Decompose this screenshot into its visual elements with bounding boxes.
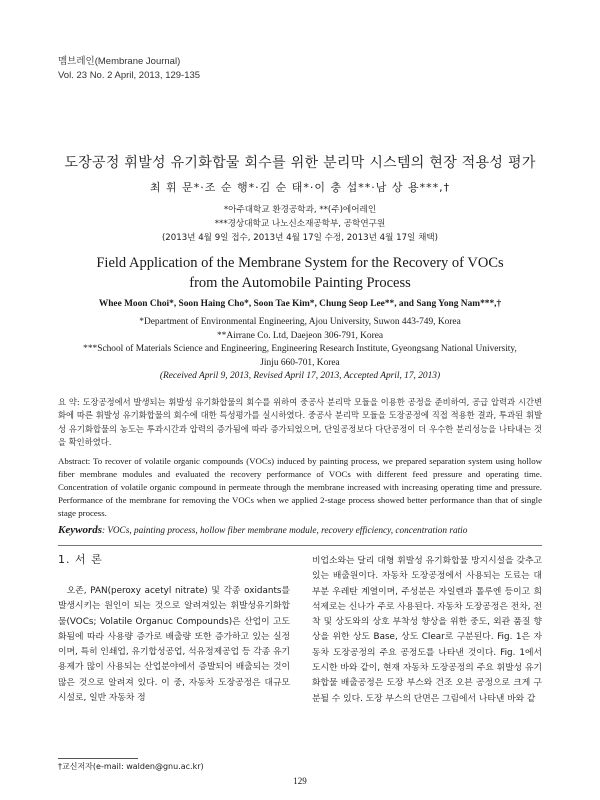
journal-header xyxy=(58,55,200,83)
abstract-ko-text: 도장공정에서 발생되는 휘발성 유기화합물의 회수를 위하여 중공사 분리막 모듈을 이용한 공정을 준비하여, 공급 압력과 시간변화에 따른 휘발성 유기화합물의 회수에 대한 특성평가를 실시하였다. 중공사 분리막 모듈을 도장공정에 직접 적용한 결과, 투과된 휘발성 유기화합물의 농도는 투과시간과 압력의 증가됨에 따라 증가되었으며, 단일공정보다 다단공정이 더 우수한 분리성능을 나타내는 것을 확인하였다. xyxy=(58,397,542,447)
body-paragraph: 비업소와는 달리 대형 휘발성 유기화합물 방지시설을 갖추고 있는 배출원이다. 자동차 도장공정에서 사용되는 도료는 대부분 우레탄 계열이며, 주성분은 자일렌과 톨루엔 등이고 희석제로는 신나가 주로 사용된다. 자동차 도장공정은 전차, 전착 및 상도와의 상호 부착성 향상을 위한 중도, 외관 품질 향상을 위한 상도 Base, 상도 Clear로 구분된다. Fig. 1은 자동차 도장공정의 주요 공정도를 나타낸 것이다. Fig. 1에서 도시한 바와 같이, 현재 자동차 도장공정의 주요 휘발성 유기화합물 배출공정은 도장 부스와 건조 오븐 공정으로 크게 구분될 수 있다. 도장 부스의 단면은 그림에서 나타낸 바와 같 xyxy=(312,556,542,704)
affiliation-en-line: *Department of Environmental Engineering, Ajou University, Suwon 443-749, Korea xyxy=(139,317,461,327)
footnote-divider xyxy=(58,758,138,759)
abstract-ko-label: 요 약: xyxy=(58,397,80,407)
abstract-en-label: Abstract: xyxy=(58,456,91,466)
footnote: †교신저자(e-mail: walden@gnu.ac.kr) xyxy=(58,762,204,771)
keywords-text: : VOCs, painting process, hollow fiber membrane module, recovery efficiency, concentration ratio xyxy=(102,526,468,536)
section-divider xyxy=(58,545,542,546)
affiliation-en-line: Jinju 660-701, Korea xyxy=(260,357,340,368)
abstract-english xyxy=(58,455,542,520)
keywords-label: Keywords xyxy=(58,524,102,536)
journal-name: 멤브레인(Membrane Journal) xyxy=(58,56,181,67)
title-english xyxy=(40,253,560,293)
page-number: 129 xyxy=(293,776,307,786)
affiliation-ko-line: ***경상대학교 나노신소재공학부, 공학연구원 xyxy=(214,219,386,229)
dates-ko-line: (2013년 4월 9일 접수, 2013년 4월 17일 수정, 2013년 4월 17일 채택) xyxy=(161,233,439,243)
keywords xyxy=(58,524,542,536)
received-dates: (Received April 9, 2013, Revised April 17, 2013, Accepted April, 17, 2013) xyxy=(159,371,441,382)
abstract-en-text: To recover of volatile organic compounds (VOCs) induced by painting process, we prepared separation system using hollow fiber membrane modules and evaluated the recovery performance of VOCs with different feed pressure and operating time. Concentration of volatile organic compound in permeate through the membrane increased with increasing operating time and pressure. Performance of the membrane for removing the VOCs when we applied 2-stage process showed better performance than that of single stage process. xyxy=(58,456,542,518)
affiliations-english xyxy=(40,316,560,384)
affiliation-en-line: **Airrane Co. Ltd, Daejeon 306-791, Korea xyxy=(216,330,384,341)
title-en-line: Field Application of the Membrane System for the Recovery of VOCs xyxy=(96,255,504,271)
affiliations-korean xyxy=(40,203,560,245)
body-column-left xyxy=(58,584,290,706)
affiliation-ko-line: *아주대학교 환경공학과, **(주)에어레인 xyxy=(223,205,377,215)
authors-korean: 최 휘 문*·조 순 행*·김 순 태*·이 충 섭**·남 상 용***,† xyxy=(149,181,451,194)
title-korean: 도장공정 휘발성 유기화합물 회수를 위한 분리막 시스템의 현장 적용성 평가 xyxy=(64,155,536,171)
body-column-right xyxy=(312,554,542,707)
volume-line: Vol. 23 No. 2 April, 2013, 129-135 xyxy=(58,70,201,81)
section-heading: 1. 서 론 xyxy=(58,553,103,566)
title-en-line: from the Automobile Painting Process xyxy=(189,275,411,291)
abstract-korean xyxy=(58,396,542,449)
body-paragraph: 오존, PAN(peroxy acetyl nitrate) 및 각종 oxidants를 발생시키는 원인이 되는 것으로 알려져있는 휘발성유기화합물(VOCs; Volatile Organuc Compounds)은 산업이 고도화됨에 따라 사용량 증가로 배출량 또한 증가하고 있는 실정이며, 특히 인쇄업, 유기합성공업, 석유정제공업 등 각종 유기용제가 많이 사용되는 산업분야에서 증발되어 배출되는 것이 많은 것으로 알려져 있다. 이 중, 자동차 도장공정은 대규모 시설로, 일반 자동차 정 xyxy=(58,586,290,704)
authors-english: Whee Moon Choi*, Soon Haing Cho*, Soon Tae Kim*, Chung Seop Lee**, and Sang Yong Nam***,† xyxy=(98,299,502,309)
affiliation-en-line: ***School of Materials Science and Engineering, Engineering Research Institute, Gyeongsang National University, xyxy=(83,344,517,355)
